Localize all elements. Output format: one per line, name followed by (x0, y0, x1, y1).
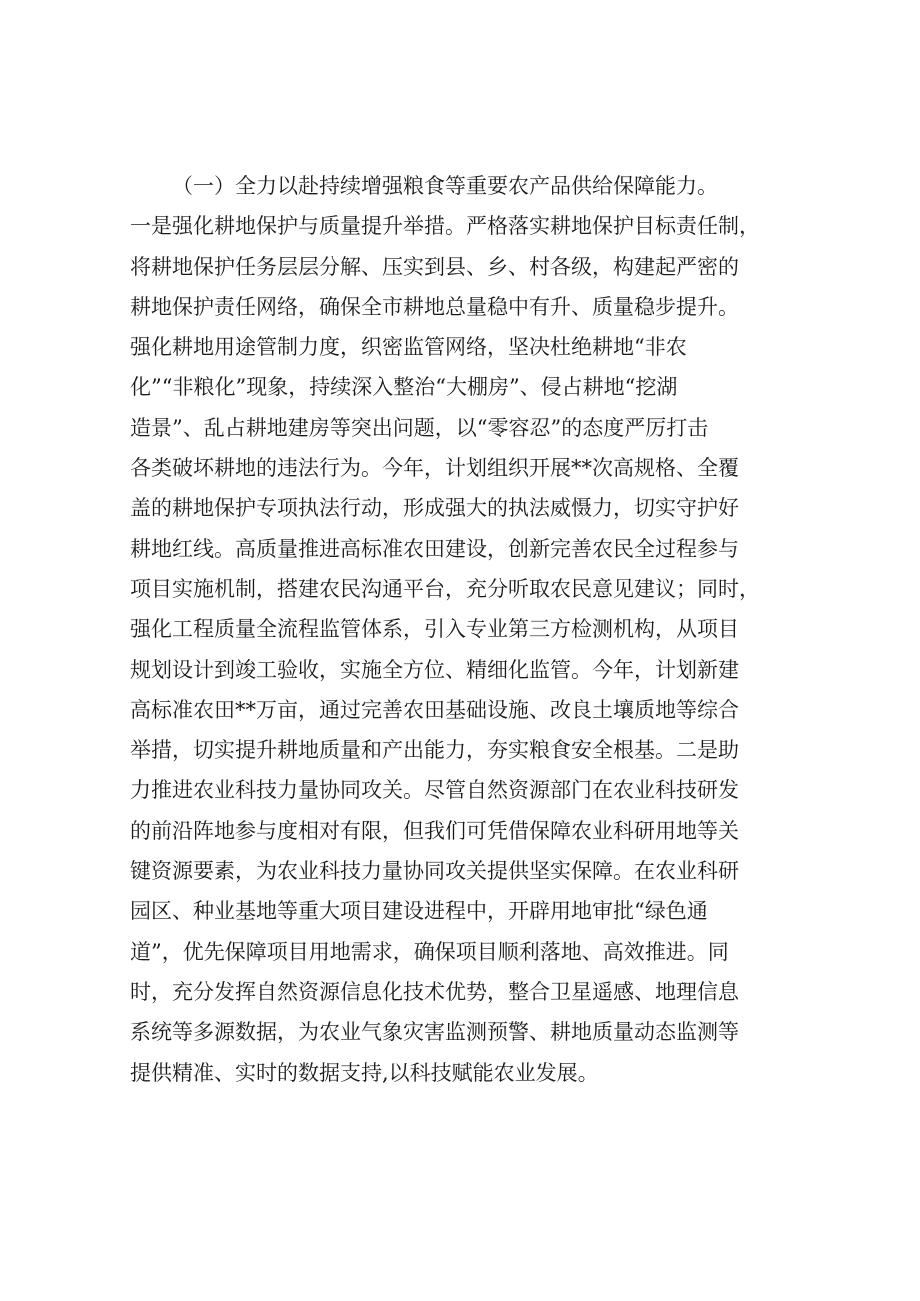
text-line: 高标准农田**万亩，通过完善农田基础设施、改良土壤质地等综合 (130, 697, 739, 722)
text-line: 提供精准、实时的数据支持,以科技赋能农业发展。 (130, 1060, 599, 1085)
text-line: 园区、种业基地等重大项目建设进程中，开辟用地审批“绿色通 (130, 899, 708, 924)
text-line: 耕地红线。高质量推进高标准农田建设，创新完善农民全过程参与 (130, 536, 739, 561)
section-heading-line: （一）全力以赴持续增强粮食等重要农产品供给保障能力。 (172, 174, 718, 198)
text-line: 规划设计到竣工验收，实施全方位、精细化监管。今年，计划新建 (130, 657, 739, 682)
text-line: 各类破坏耕地的违法行为。今年，计划组织开展**次高规格、全覆 (130, 456, 739, 481)
text-line: 耕地保护责任网络，确保全市耕地总量稳中有升、质量稳步提升。 (130, 294, 739, 319)
text-line: 造景”、乱占耕地建房等突出问题，以“零容忍”的态度严厉打击 (130, 415, 709, 440)
text-line: 系统等多源数据，为农业气象灾害监测预警、耕地质量动态监测等 (130, 1020, 739, 1045)
text-line: 道”，优先保障项目用地需求，确保项目顺利落地、高效推进。同 (130, 939, 729, 964)
text-line: 时，充分发挥自然资源信息化技术优势，整合卫星遥感、地理信息 (130, 979, 739, 1004)
text-line: 强化耕地用途管制力度，织密监管网络，坚决杜绝耕地“非农 (130, 335, 687, 360)
text-line: 键资源要素，为农业科技力量协同攻关提供坚实保障。在农业科研 (130, 859, 739, 884)
text-line: 将耕地保护任务层层分解、压实到县、乡、村各级，构建起严密的 (130, 254, 739, 279)
text-line: 盖的耕地保护专项执法行动，形成强大的执法威慑力，切实守护好 (130, 496, 739, 521)
text-line: 的前沿阵地参与度相对有限，但我们可凭借保障农业科研用地等关 (130, 818, 739, 843)
text-line: 强化工程质量全流程监管体系，引入专业第三方检测机构，从项目 (130, 617, 739, 642)
text-line: 力推进农业科技力量协同攻关。尽管自然资源部门在农业科技研发 (130, 778, 739, 803)
text-line: 项目实施机制，搭建农民沟通平台，充分听取农民意见建议；同时， (130, 576, 760, 601)
text-line: 一是强化耕地保护与质量提升举措。严格落实耕地保护目标责任制， (130, 214, 760, 239)
text-line: 举措，切实提升耕地质量和产出能力，夯实粮食安全根基。二是助 (130, 738, 739, 763)
body-paragraph (130, 166, 802, 1093)
text-line: 化”“非粮化”现象，持续深入整治“大棚房”、侵占耕地“挖湖 (130, 375, 678, 400)
